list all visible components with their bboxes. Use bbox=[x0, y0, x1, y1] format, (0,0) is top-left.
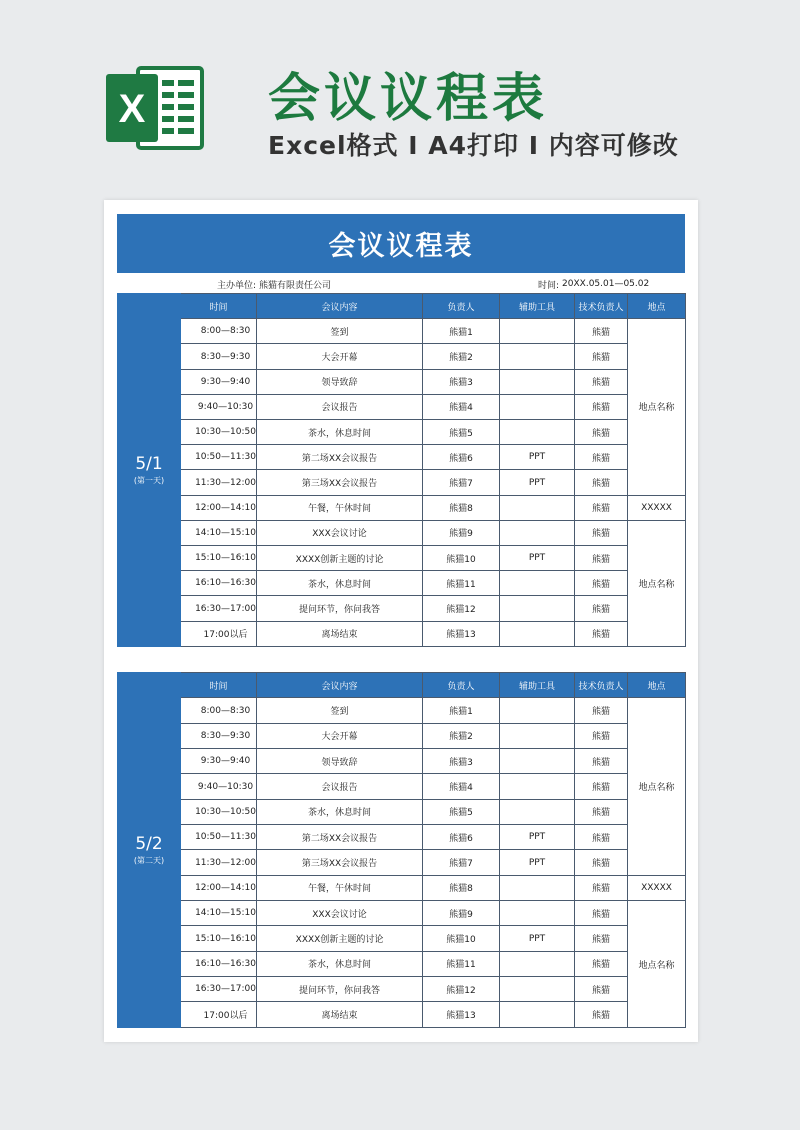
day-label: (第一天) bbox=[133, 476, 165, 485]
time-value: 20XX.05.01—05.02 bbox=[562, 279, 650, 289]
table-row bbox=[118, 901, 686, 926]
table-row bbox=[118, 875, 686, 900]
content-cell: 大会开幕 bbox=[257, 723, 423, 748]
table-row bbox=[118, 571, 686, 596]
owner-cell: 熊猫3 bbox=[423, 749, 500, 774]
tech-cell: 熊猫 bbox=[575, 926, 628, 951]
tool-cell bbox=[500, 723, 575, 748]
table-row bbox=[118, 344, 686, 369]
owner-cell: 熊猫9 bbox=[423, 901, 500, 926]
content-cell: 领导致辞 bbox=[257, 369, 423, 394]
time-cell: 8:30—9:30 bbox=[181, 723, 257, 748]
tool-cell bbox=[500, 495, 575, 520]
tech-cell: 熊猫 bbox=[575, 319, 628, 344]
location-cell: 地点名称 bbox=[628, 520, 686, 646]
time-cell: 10:50—11:30 bbox=[181, 825, 257, 850]
location-cell: 地点名称 bbox=[628, 698, 686, 875]
owner-cell: 熊猫6 bbox=[423, 445, 500, 470]
column-header: 负责人 bbox=[423, 294, 500, 319]
time-cell: 16:30—17:00 bbox=[181, 977, 257, 1002]
tech-cell: 熊猫 bbox=[575, 977, 628, 1002]
table-row bbox=[118, 445, 686, 470]
column-header: 地点 bbox=[628, 294, 686, 319]
tool-cell bbox=[500, 749, 575, 774]
day-cell bbox=[118, 673, 181, 1028]
content-cell: 茶水，休息时间 bbox=[257, 951, 423, 976]
tech-cell: 熊猫 bbox=[575, 749, 628, 774]
time-line bbox=[538, 276, 649, 292]
owner-cell: 熊猫2 bbox=[423, 344, 500, 369]
table-row bbox=[118, 799, 686, 824]
owner-cell: 熊猫1 bbox=[423, 319, 500, 344]
table-row bbox=[118, 520, 686, 545]
owner-cell: 熊猫11 bbox=[423, 571, 500, 596]
tech-cell: 熊猫 bbox=[575, 470, 628, 495]
table-row bbox=[118, 749, 686, 774]
content-cell: 大会开幕 bbox=[257, 344, 423, 369]
schedule-table-day-1 bbox=[117, 293, 686, 647]
time-cell: 16:10—16:30 bbox=[181, 951, 257, 976]
owner-cell: 熊猫11 bbox=[423, 951, 500, 976]
column-header: 技术负责人 bbox=[575, 294, 628, 319]
tech-cell: 熊猫 bbox=[575, 621, 628, 646]
time-cell: 16:10—16:30 bbox=[181, 571, 257, 596]
tool-cell bbox=[500, 698, 575, 723]
owner-cell: 熊猫4 bbox=[423, 774, 500, 799]
content-cell: 签到 bbox=[257, 698, 423, 723]
time-cell: 17:00以后 bbox=[181, 621, 257, 646]
time-cell: 10:30—10:50 bbox=[181, 420, 257, 445]
table-row bbox=[118, 319, 686, 344]
owner-cell: 熊猫2 bbox=[423, 723, 500, 748]
tech-cell: 熊猫 bbox=[575, 799, 628, 824]
page-subtitle: Excel格式 I A4打印 I 内容可修改 bbox=[268, 131, 679, 160]
table-row bbox=[118, 394, 686, 419]
time-cell: 15:10—16:10 bbox=[181, 546, 257, 571]
table-row bbox=[118, 621, 686, 646]
owner-cell: 熊猫5 bbox=[423, 420, 500, 445]
column-header: 时间 bbox=[181, 294, 257, 319]
tool-cell bbox=[500, 901, 575, 926]
time-cell: 8:00—8:30 bbox=[181, 698, 257, 723]
content-cell: 提问环节，你问我答 bbox=[257, 596, 423, 621]
content-cell: 领导致辞 bbox=[257, 749, 423, 774]
content-cell: 午餐，午休时间 bbox=[257, 875, 423, 900]
owner-cell: 熊猫13 bbox=[423, 1002, 500, 1028]
content-cell: XXXX创新主题的讨论 bbox=[257, 926, 423, 951]
column-header: 技术负责人 bbox=[575, 673, 628, 698]
tech-cell: 熊猫 bbox=[575, 344, 628, 369]
table-header-row bbox=[118, 673, 686, 698]
owner-cell: 熊猫12 bbox=[423, 596, 500, 621]
column-header: 地点 bbox=[628, 673, 686, 698]
tech-cell: 熊猫 bbox=[575, 420, 628, 445]
tech-cell: 熊猫 bbox=[575, 495, 628, 520]
organizer-label: 主办单位: bbox=[217, 280, 257, 291]
time-cell: 10:50—11:30 bbox=[181, 445, 257, 470]
tool-cell bbox=[500, 774, 575, 799]
tech-cell: 熊猫 bbox=[575, 698, 628, 723]
tech-cell: 熊猫 bbox=[575, 1002, 628, 1028]
tool-cell bbox=[500, 319, 575, 344]
schedule-table-day-2 bbox=[117, 672, 686, 1028]
tech-cell: 熊猫 bbox=[575, 596, 628, 621]
owner-cell: 熊猫8 bbox=[423, 875, 500, 900]
tool-cell bbox=[500, 621, 575, 646]
tech-cell: 熊猫 bbox=[575, 825, 628, 850]
table-row bbox=[118, 926, 686, 951]
time-cell: 9:30—9:40 bbox=[181, 749, 257, 774]
organizer-value: 熊猫有限责任公司 bbox=[259, 280, 332, 291]
tool-cell bbox=[500, 951, 575, 976]
excel-logo-letter: X bbox=[118, 87, 146, 131]
owner-cell: 熊猫10 bbox=[423, 546, 500, 571]
tech-cell: 熊猫 bbox=[575, 774, 628, 799]
day-block-1 bbox=[117, 293, 685, 647]
content-cell: XXX会议讨论 bbox=[257, 901, 423, 926]
tool-cell: PPT bbox=[500, 926, 575, 951]
table-header-row bbox=[118, 294, 686, 319]
tool-cell bbox=[500, 369, 575, 394]
tech-cell: 熊猫 bbox=[575, 901, 628, 926]
time-cell: 17:00以后 bbox=[181, 1002, 257, 1028]
tool-cell bbox=[500, 394, 575, 419]
time-cell: 10:30—10:50 bbox=[181, 799, 257, 824]
organizer-line bbox=[217, 276, 331, 292]
tech-cell: 熊猫 bbox=[575, 520, 628, 545]
table-row bbox=[118, 596, 686, 621]
time-cell: 12:00—14:10 bbox=[181, 495, 257, 520]
table-row bbox=[118, 951, 686, 976]
tech-cell: 熊猫 bbox=[575, 394, 628, 419]
time-cell: 8:00—8:30 bbox=[181, 319, 257, 344]
content-cell: 签到 bbox=[257, 319, 423, 344]
table-row bbox=[118, 825, 686, 850]
content-cell: 第二场XX会议报告 bbox=[257, 825, 423, 850]
excel-logo-icon bbox=[104, 60, 204, 156]
time-cell: 9:40—10:30 bbox=[181, 774, 257, 799]
owner-cell: 熊猫1 bbox=[423, 698, 500, 723]
tech-cell: 熊猫 bbox=[575, 445, 628, 470]
location-cell: 地点名称 bbox=[628, 319, 686, 495]
content-cell: 茶水，休息时间 bbox=[257, 420, 423, 445]
owner-cell: 熊猫10 bbox=[423, 926, 500, 951]
content-cell: XXX会议讨论 bbox=[257, 520, 423, 545]
owner-cell: 熊猫5 bbox=[423, 799, 500, 824]
day-label: (第二天) bbox=[133, 856, 165, 865]
table-row bbox=[118, 369, 686, 394]
owner-cell: 熊猫12 bbox=[423, 977, 500, 1002]
table-row bbox=[118, 850, 686, 875]
day-block-2 bbox=[117, 672, 685, 1028]
tech-cell: 熊猫 bbox=[575, 951, 628, 976]
time-label: 时间: bbox=[538, 280, 560, 291]
tool-cell bbox=[500, 596, 575, 621]
content-cell: 茶水，休息时间 bbox=[257, 571, 423, 596]
page-title: 会议议程表 bbox=[268, 69, 549, 129]
owner-cell: 熊猫8 bbox=[423, 495, 500, 520]
table-row bbox=[118, 698, 686, 723]
time-cell: 9:40—10:30 bbox=[181, 394, 257, 419]
sheet-banner-title: 会议议程表 bbox=[117, 214, 685, 273]
table-row bbox=[118, 470, 686, 495]
content-cell: 会议报告 bbox=[257, 394, 423, 419]
tool-cell bbox=[500, 344, 575, 369]
tool-cell: PPT bbox=[500, 546, 575, 571]
tool-cell bbox=[500, 420, 575, 445]
content-cell: 第三场XX会议报告 bbox=[257, 470, 423, 495]
owner-cell: 熊猫13 bbox=[423, 621, 500, 646]
content-cell: 第三场XX会议报告 bbox=[257, 850, 423, 875]
location-cell: 地点名称 bbox=[628, 901, 686, 1028]
tool-cell bbox=[500, 875, 575, 900]
time-cell: 9:30—9:40 bbox=[181, 369, 257, 394]
content-cell: 离场结束 bbox=[257, 621, 423, 646]
day-number: 5/2 bbox=[135, 834, 163, 854]
owner-cell: 熊猫3 bbox=[423, 369, 500, 394]
day-cell bbox=[118, 294, 181, 647]
table-row bbox=[118, 495, 686, 520]
content-cell: 会议报告 bbox=[257, 774, 423, 799]
owner-cell: 熊猫4 bbox=[423, 394, 500, 419]
table-row bbox=[118, 774, 686, 799]
tool-cell bbox=[500, 1002, 575, 1028]
tool-cell bbox=[500, 520, 575, 545]
tool-cell: PPT bbox=[500, 850, 575, 875]
tool-cell: PPT bbox=[500, 470, 575, 495]
column-header: 会议内容 bbox=[257, 673, 423, 698]
column-header: 辅助工具 bbox=[500, 673, 575, 698]
tech-cell: 熊猫 bbox=[575, 723, 628, 748]
content-cell: 午餐，午休时间 bbox=[257, 495, 423, 520]
tech-cell: 熊猫 bbox=[575, 369, 628, 394]
tool-cell bbox=[500, 571, 575, 596]
tool-cell: PPT bbox=[500, 445, 575, 470]
column-header: 负责人 bbox=[423, 673, 500, 698]
owner-cell: 熊猫9 bbox=[423, 520, 500, 545]
table-row bbox=[118, 546, 686, 571]
tech-cell: 熊猫 bbox=[575, 850, 628, 875]
time-cell: 12:00—14:10 bbox=[181, 875, 257, 900]
time-cell: 14:10—15:10 bbox=[181, 901, 257, 926]
tech-cell: 熊猫 bbox=[575, 875, 628, 900]
tech-cell: 熊猫 bbox=[575, 546, 628, 571]
location-cell: XXXXX bbox=[628, 875, 686, 900]
time-cell: 16:30—17:00 bbox=[181, 596, 257, 621]
column-header: 辅助工具 bbox=[500, 294, 575, 319]
time-cell: 15:10—16:10 bbox=[181, 926, 257, 951]
table-row bbox=[118, 723, 686, 748]
content-cell: 第二场XX会议报告 bbox=[257, 445, 423, 470]
tool-cell bbox=[500, 977, 575, 1002]
content-cell: 提问环节，你问我答 bbox=[257, 977, 423, 1002]
tool-cell: PPT bbox=[500, 825, 575, 850]
table-row bbox=[118, 420, 686, 445]
time-cell: 11:30—12:00 bbox=[181, 850, 257, 875]
column-header: 时间 bbox=[181, 673, 257, 698]
content-cell: 茶水，休息时间 bbox=[257, 799, 423, 824]
time-cell: 11:30—12:00 bbox=[181, 470, 257, 495]
table-row bbox=[118, 1002, 686, 1028]
day-number: 5/1 bbox=[135, 454, 163, 474]
owner-cell: 熊猫7 bbox=[423, 850, 500, 875]
location-cell: XXXXX bbox=[628, 495, 686, 520]
table-row bbox=[118, 977, 686, 1002]
tech-cell: 熊猫 bbox=[575, 571, 628, 596]
owner-cell: 熊猫6 bbox=[423, 825, 500, 850]
agenda-sheet bbox=[104, 200, 698, 1042]
content-cell: 离场结束 bbox=[257, 1002, 423, 1028]
time-cell: 14:10—15:10 bbox=[181, 520, 257, 545]
time-cell: 8:30—9:30 bbox=[181, 344, 257, 369]
content-cell: XXXX创新主题的讨论 bbox=[257, 546, 423, 571]
owner-cell: 熊猫7 bbox=[423, 470, 500, 495]
column-header: 会议内容 bbox=[257, 294, 423, 319]
tool-cell bbox=[500, 799, 575, 824]
